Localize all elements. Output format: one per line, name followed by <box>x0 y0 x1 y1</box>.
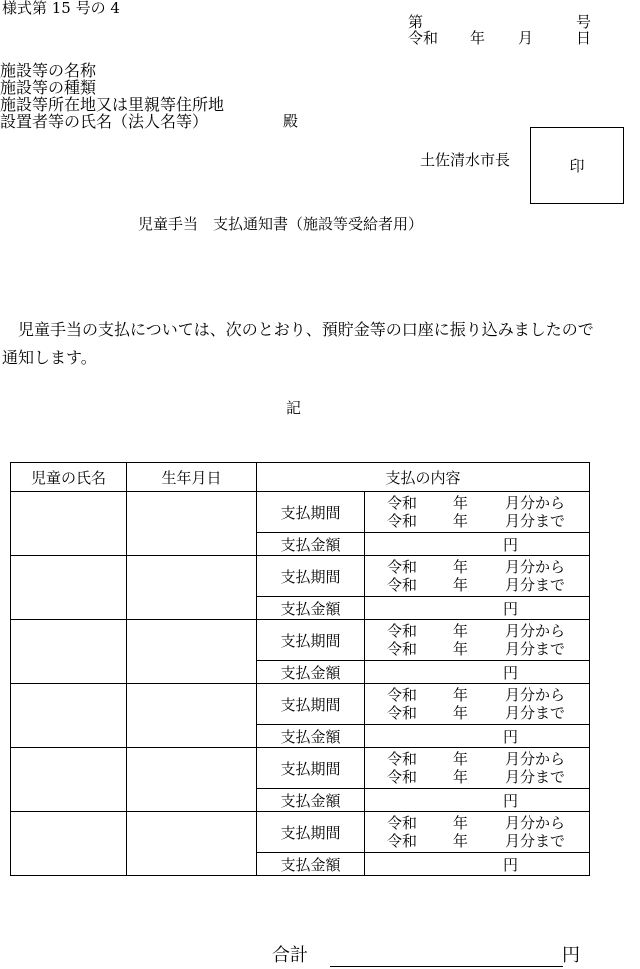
to-year: 年 <box>453 512 469 530</box>
child-name-cell[interactable] <box>11 620 127 684</box>
birthdate-cell[interactable] <box>127 812 257 876</box>
facility-address-label: 施設等所在地又は里親等住所地 <box>0 95 225 114</box>
from-month: 月分から <box>505 622 566 640</box>
date-day: 日 <box>576 29 592 47</box>
birthdate-cell[interactable] <box>127 556 257 620</box>
amount-label: 支払金額 <box>257 533 365 556</box>
header-child-name: 児童の氏名 <box>11 463 127 492</box>
from-year: 年 <box>453 622 469 640</box>
period-value <box>365 492 590 533</box>
from-year: 年 <box>453 814 469 832</box>
period-value <box>365 748 590 789</box>
period-label: 支払期間 <box>257 556 365 597</box>
child-name-cell[interactable] <box>11 684 127 748</box>
from-era: 令和 <box>387 494 418 512</box>
period-from <box>387 622 589 640</box>
from-month: 月分から <box>505 686 566 704</box>
seal-label: 印 <box>569 157 585 175</box>
birthdate-cell[interactable] <box>127 492 257 556</box>
from-era: 令和 <box>387 558 418 576</box>
from-year: 年 <box>453 494 469 512</box>
issue-date <box>408 30 591 47</box>
child-name-cell[interactable] <box>11 748 127 812</box>
from-month: 月分から <box>505 494 566 512</box>
to-era: 令和 <box>387 832 418 850</box>
child-name-cell[interactable] <box>11 492 127 556</box>
table-row-period <box>11 556 590 597</box>
child-name-cell[interactable] <box>11 556 127 620</box>
period-to <box>387 640 589 658</box>
period-to <box>387 704 589 722</box>
period-value <box>365 620 590 661</box>
issuer-mayor: 土佐清水市長 <box>420 151 511 169</box>
form-number: 様式第 15 号の 4 <box>2 0 120 17</box>
to-year: 年 <box>453 832 469 850</box>
total-label: 合計 <box>272 945 308 966</box>
document-title: 児童手当 支払通知書（施設等受給者用） <box>138 215 424 233</box>
to-month: 月分まで <box>505 640 566 658</box>
amount-value: 円 <box>365 853 590 876</box>
period-to <box>387 576 589 594</box>
period-to <box>387 832 589 850</box>
table-row-period <box>11 492 590 533</box>
total-underline <box>330 966 563 967</box>
table-row-period <box>11 748 590 789</box>
total-yen: 円 <box>562 945 580 966</box>
date-year: 年 <box>470 29 486 47</box>
document-number-suffix: 号 <box>576 13 592 31</box>
from-month: 月分から <box>505 814 566 832</box>
period-label: 支払期間 <box>257 812 365 853</box>
period-label: 支払期間 <box>257 620 365 661</box>
amount-label: 支払金額 <box>257 661 365 684</box>
to-month: 月分まで <box>505 768 566 786</box>
ki-heading: 記 <box>286 399 302 417</box>
amount-value: 円 <box>365 661 590 684</box>
period-value <box>365 556 590 597</box>
header-payment-details: 支払の内容 <box>257 463 590 492</box>
body-paragraph: 児童手当の支払については、次のとおり、預貯金等の口座に振り込みましたので通知します。 <box>2 320 594 367</box>
period-from <box>387 558 589 576</box>
to-era: 令和 <box>387 704 418 722</box>
to-year: 年 <box>453 704 469 722</box>
from-era: 令和 <box>387 686 418 704</box>
to-year: 年 <box>453 640 469 658</box>
birthdate-cell[interactable] <box>127 748 257 812</box>
birthdate-cell[interactable] <box>127 684 257 748</box>
to-month: 月分まで <box>505 576 566 594</box>
to-year: 年 <box>453 576 469 594</box>
table-row-period <box>11 620 590 661</box>
period-label: 支払期間 <box>257 748 365 789</box>
period-to <box>387 512 589 530</box>
amount-value: 円 <box>365 597 590 620</box>
period-label: 支払期間 <box>257 684 365 725</box>
period-from <box>387 494 589 512</box>
facility-name-label: 施設等の名称 <box>0 61 97 80</box>
payments-table <box>10 462 590 876</box>
to-era: 令和 <box>387 768 418 786</box>
period-value <box>365 684 590 725</box>
date-era: 令和 <box>408 29 439 47</box>
to-year: 年 <box>453 768 469 786</box>
amount-value: 円 <box>365 533 590 556</box>
birthdate-cell[interactable] <box>127 620 257 684</box>
period-label: 支払期間 <box>257 492 365 533</box>
table-row-period <box>11 684 590 725</box>
to-era: 令和 <box>387 512 418 530</box>
to-month: 月分まで <box>505 832 566 850</box>
period-from <box>387 750 589 768</box>
period-from <box>387 686 589 704</box>
from-year: 年 <box>453 750 469 768</box>
amount-label: 支払金額 <box>257 597 365 620</box>
honorific-tono: 殿 <box>283 112 299 130</box>
body-text <box>2 316 602 372</box>
from-year: 年 <box>453 558 469 576</box>
period-value <box>365 812 590 853</box>
date-month: 月 <box>518 29 534 47</box>
period-from <box>387 814 589 832</box>
amount-label: 支払金額 <box>257 789 365 812</box>
seal-box <box>530 127 624 204</box>
amount-value: 円 <box>365 725 590 748</box>
facility-info <box>0 62 224 130</box>
amount-label: 支払金額 <box>257 853 365 876</box>
period-to <box>387 768 589 786</box>
from-month: 月分から <box>505 750 566 768</box>
header-birthdate: 生年月日 <box>127 463 257 492</box>
to-month: 月分まで <box>505 512 566 530</box>
table-header-row <box>11 463 590 492</box>
facility-type-label: 施設等の種類 <box>0 78 97 97</box>
from-era: 令和 <box>387 622 418 640</box>
document-number-prefix: 第 <box>408 13 424 31</box>
to-era: 令和 <box>387 640 418 658</box>
facility-owner-label: 設置者等の氏名（法人名等） <box>0 112 209 131</box>
from-era: 令和 <box>387 814 418 832</box>
amount-label: 支払金額 <box>257 725 365 748</box>
to-month: 月分まで <box>505 704 566 722</box>
from-year: 年 <box>453 686 469 704</box>
amount-value: 円 <box>365 789 590 812</box>
to-era: 令和 <box>387 576 418 594</box>
table-row-period <box>11 812 590 853</box>
from-era: 令和 <box>387 750 418 768</box>
child-name-cell[interactable] <box>11 812 127 876</box>
from-month: 月分から <box>505 558 566 576</box>
